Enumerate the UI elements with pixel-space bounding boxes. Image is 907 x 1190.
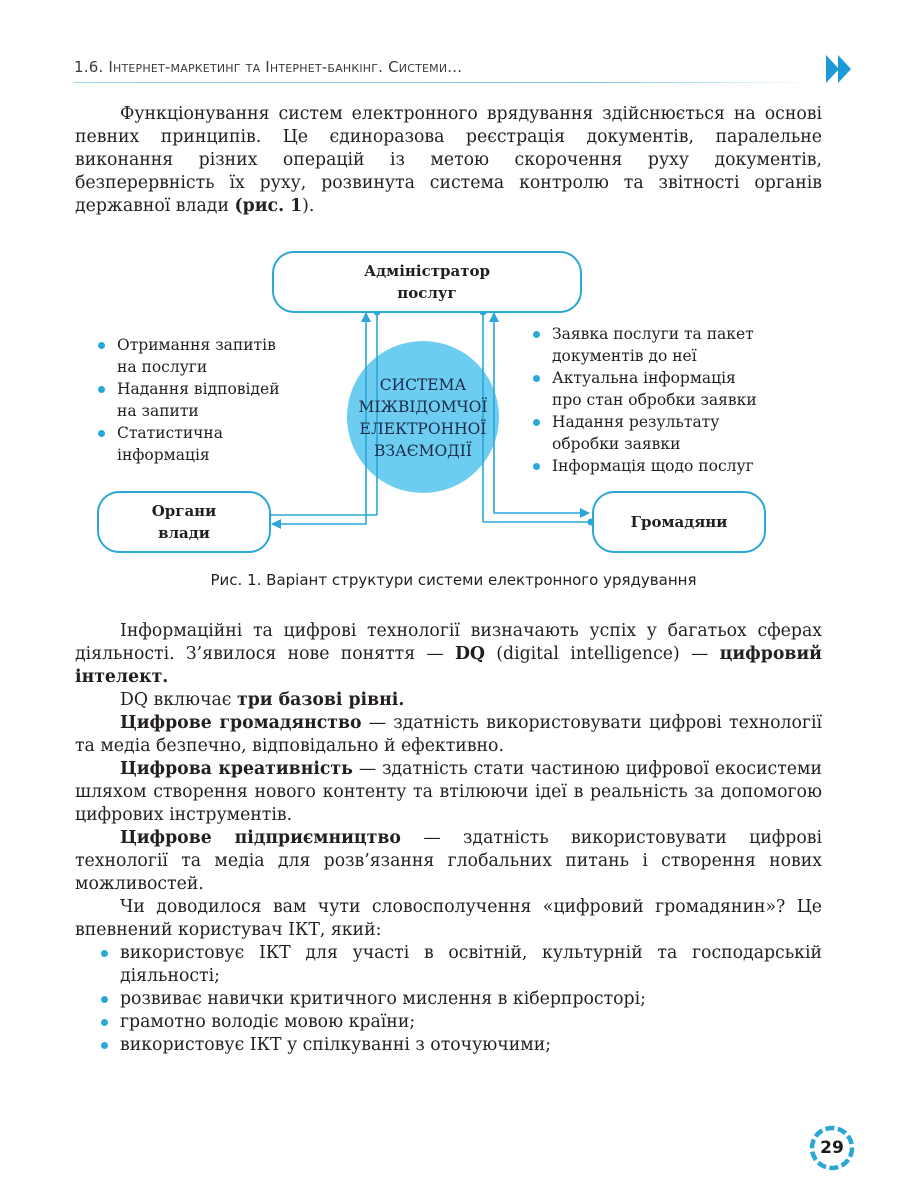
header-title: 1.6. Інтернет-маркетинг та Інтернет-банкінг. Системи... (74, 58, 463, 76)
center-line-2: МІЖВІДОМЧОЇ (358, 398, 488, 416)
center-label (348, 358, 498, 478)
center-line-3: ЕЛЕКТРОННОЇ (359, 420, 487, 438)
paragraph: Інформаційні та цифрові технології визначають успіх у багатьох сферах діяльності. З’явилося нове поняття — DQ (digital intelligence) — цифровий інтелект. (75, 621, 822, 687)
authorities-line-1: Органи (151, 502, 217, 520)
figure-reference: (рис. 1 (234, 196, 303, 216)
list-item: Надання відповідей на запити (97, 378, 280, 422)
authorities-box (97, 491, 271, 553)
paragraph: Цифрове громадянство — здатність використовувати цифрові технології та медіа безпечно, відповідально й ефективно. (75, 713, 822, 756)
admin-line-2: послуг (397, 284, 457, 302)
admin-box (272, 251, 582, 313)
right-info-list (532, 323, 757, 477)
center-line-1: СИСТЕМА (379, 376, 467, 394)
body-text (75, 620, 822, 1057)
admin-line-1: Адміністратор (363, 262, 491, 280)
intro-text: Функціонування систем електронного врядування здійснюється на основі певних принципів. Це єдиноразова реєстрація документів, паралельне виконання різних операцій із метою скорочення руху документів, безперервність їх руху, розвинута система контролю та звітності органів державної влади (75, 104, 822, 216)
list-item: Отримання запитів на послуги (97, 334, 280, 378)
bullet-list (75, 942, 822, 1057)
paragraph: Цифрове підприємництво — здатність використовувати цифрові технології та медіа для розв’язання глобальних питань і створення нових можливостей. (75, 828, 822, 894)
figure-caption: Рис. 1. Варіант структури системи електронного урядування (210, 571, 697, 589)
paragraph: DQ включає три базові рівні. (120, 690, 405, 710)
left-info-list (97, 334, 280, 466)
authorities-line-2: влади (158, 524, 210, 542)
list-item: Статистична інформація (97, 422, 280, 466)
list-item: грамотно володіє мовою країни; (75, 1011, 822, 1034)
page-number: 29 (820, 1138, 844, 1158)
list-item: Інформація щодо послуг (532, 455, 757, 477)
list-item: Надання результату обробки заявки (532, 411, 757, 455)
center-line-4: ВЗАЄМОДІЇ (373, 442, 473, 460)
paragraph: Чи доводилося вам чути словосполучення «цифровий громадянин»? Це впевнений користувач ІКТ, який: (75, 897, 822, 940)
list-item: розвиває навички критичного мислення в кіберпросторі; (75, 988, 822, 1011)
list-item: Заявка послуги та пакет документів до неї (532, 323, 757, 367)
intro-paragraph: Функціонування систем електронного врядування здійснюється на основі певних принципів. Це єдиноразова реєстрація документів, паралельне виконання різних операцій із метою скорочення руху документів, безперервність їх руху, розвинута система контролю та звітності органів державної влади (рис. 1). (75, 104, 822, 216)
citizens-label: Громадяни (630, 513, 728, 531)
list-item: Актуальна інформація про стан обробки заявки (532, 367, 757, 411)
paragraph: Цифрова креативність — здатність стати частиною цифрової екосистеми шляхом створення нового контенту та втілюючи ідеї в реальність за допомогою цифрових інструментів. (75, 759, 822, 825)
citizens-box (592, 491, 766, 553)
list-item: використовує ІКТ у спілкуванні з оточуючими; (75, 1034, 822, 1057)
list-item: використовує ІКТ для участі в освітній, культурній та господарській діяльності; (75, 942, 822, 988)
